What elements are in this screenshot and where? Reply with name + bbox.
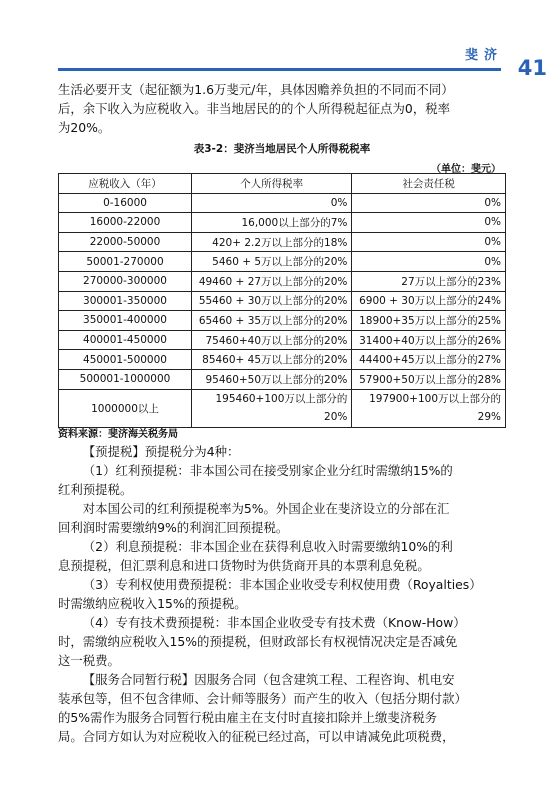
social-responsibility-tax-cell: 6900 + 30万以上部分的24% (352, 291, 506, 311)
paragraph-line: （1）红利预提税：非本国公司在接受别家企业分红时需缴纳15%的 (82, 463, 453, 478)
paragraph-line: 【服务合同暂行税】因服务合同（包含建筑工程、工程咨询、机电安 (82, 672, 455, 687)
table-row (59, 193, 506, 213)
personal-income-tax-cell: 16,000以上部分的7% (192, 213, 352, 233)
tax-rate-table (58, 173, 506, 428)
table-row (59, 311, 506, 331)
income-bracket-cell: 50001-270000 (59, 252, 192, 272)
personal-income-tax-cell: 5460 + 5万以上部分的20% (192, 252, 352, 272)
income-bracket-cell: 22000-50000 (59, 232, 192, 252)
paragraph (58, 613, 506, 670)
table-unit: （单位：斐元） (431, 164, 501, 175)
intro-line: 后，余下收入为应税收入。非当地居民的的个人所得税起征点为0，税率 (58, 101, 450, 116)
cell-line: 197900+100万以上部分的 (369, 393, 501, 406)
income-bracket-cell: 400001-450000 (59, 330, 192, 350)
cell-line: 20% (324, 411, 348, 424)
column-header: 社会责任税 (352, 174, 506, 194)
income-bracket-cell: 1000000以上 (59, 389, 192, 427)
income-bracket-cell: 350001-400000 (59, 311, 192, 331)
paragraph (58, 499, 506, 537)
income-bracket-cell: 270000-300000 (59, 271, 192, 291)
paragraph-line: 时需缴纳应税收入15%的预提税。 (58, 596, 247, 611)
paragraph-line: 的5%需作为服务合同暂行税由雇主在支付时直接扣除并上缴斐济税务 (58, 710, 437, 725)
table-row (59, 291, 506, 311)
income-bracket-cell: 0-16000 (59, 193, 192, 213)
paragraph (58, 537, 506, 575)
paragraph (58, 442, 506, 461)
page-number: 41 (517, 56, 547, 80)
income-bracket-cell: 300001-350000 (59, 291, 192, 311)
table-header-row (59, 174, 506, 194)
paragraph-line: 这一税费。 (58, 653, 120, 668)
paragraph-line: （3）专利权使用费预提税：非本国企业收受专利权使用费（Royalties） (82, 577, 482, 592)
personal-income-tax-cell: 95460+50万以上部分的20% (192, 369, 352, 389)
paragraph-line: 时，需缴纳应税收入15%的预提税，但财政部长有权视情况决定是否减免 (58, 634, 458, 649)
body-paragraphs (58, 442, 506, 746)
personal-income-tax-cell: 49460 + 27万以上部分的20% (192, 271, 352, 291)
table-source: 资料来源：斐济海关税务局 (58, 429, 178, 440)
intro-line: 为20%。 (58, 120, 111, 135)
paragraph-line: 息预提税，但汇票利息和进口货物时为供货商开具的本票利息免税。 (58, 558, 430, 573)
income-bracket-cell: 16000-22000 (59, 213, 192, 233)
social-responsibility-tax-cell: 0% (352, 213, 506, 233)
intro-paragraph (58, 80, 506, 137)
paragraph-line: （2）利息预提税：非本国企业在获得利息收入时需要缴纳10%的利 (82, 539, 453, 554)
paragraph-line: 回利润时需要缴纳9%的利润汇回预提税。 (58, 520, 289, 535)
table-row (59, 389, 506, 427)
personal-income-tax-cell: 75460+40万以上部分的20% (192, 330, 352, 350)
paragraph-line: 对本国公司的红利预提税率为5%。外国企业在斐济设立的分部在汇 (82, 501, 450, 516)
personal-income-tax-cell: 65460 + 35万以上部分的20% (192, 311, 352, 331)
table-caption: 表3-2：斐济当地居民个人所得税税率 (193, 143, 371, 155)
paragraph-line: 红利预提税。 (58, 482, 133, 497)
social-responsibility-tax-cell: 0% (352, 252, 506, 272)
social-responsibility-tax-cell: 44400+45万以上部分的27% (352, 350, 506, 370)
cell-line: 29% (477, 411, 501, 424)
table-row (59, 213, 506, 233)
personal-income-tax-cell: 85460+ 45万以上部分的20% (192, 350, 352, 370)
social-responsibility-tax-cell: 27万以上部分的23% (352, 271, 506, 291)
table-row (59, 369, 506, 389)
social-responsibility-tax-cell: 31400+40万以上部分的26% (352, 330, 506, 350)
social-responsibility-tax-cell (352, 389, 506, 427)
header-title: 斐济 (464, 48, 503, 63)
table-row (59, 252, 506, 272)
paragraph (58, 670, 506, 746)
paragraph-line: （4）专有技术费预提税：非本国企业收受专有技术费（Know-How） (82, 615, 466, 630)
table-row (59, 330, 506, 350)
header-rule (58, 68, 501, 71)
paragraph-line: 局。合同方如认为对应税收入的征税已经过高，可以申请减免此项税费， (58, 729, 455, 744)
cell-line: 195460+100万以上部分的 (215, 393, 348, 406)
social-responsibility-tax-cell: 57900+50万以上部分的28% (352, 369, 506, 389)
column-header: 应税收入（年） (59, 174, 192, 194)
personal-income-tax-cell: 420+ 2.2万以上部分的18% (192, 232, 352, 252)
personal-income-tax-cell (192, 389, 352, 427)
social-responsibility-tax-cell: 18900+35万以上部分的25% (352, 311, 506, 331)
table-row (59, 271, 506, 291)
table-row (59, 232, 506, 252)
paragraph-line: 【预提税】预提税分为4种： (82, 444, 240, 459)
table-row (59, 350, 506, 370)
paragraph (58, 575, 506, 613)
personal-income-tax-cell: 55460 + 30万以上部分的20% (192, 291, 352, 311)
personal-income-tax-cell: 0% (192, 193, 352, 213)
social-responsibility-tax-cell: 0% (352, 193, 506, 213)
paragraph-line: 装承包等，但不包含律师、会计师等服务）而产生的收入（包括分期付款） (58, 691, 467, 706)
social-responsibility-tax-cell: 0% (352, 232, 506, 252)
income-bracket-cell: 500001-1000000 (59, 369, 192, 389)
paragraph (58, 461, 506, 499)
intro-line: 生活必要开支（起征额为1.6万斐元/年，具体因赡养负担的不同而不同） (58, 82, 454, 97)
income-bracket-cell: 450001-500000 (59, 350, 192, 370)
column-header: 个人所得税率 (192, 174, 352, 194)
